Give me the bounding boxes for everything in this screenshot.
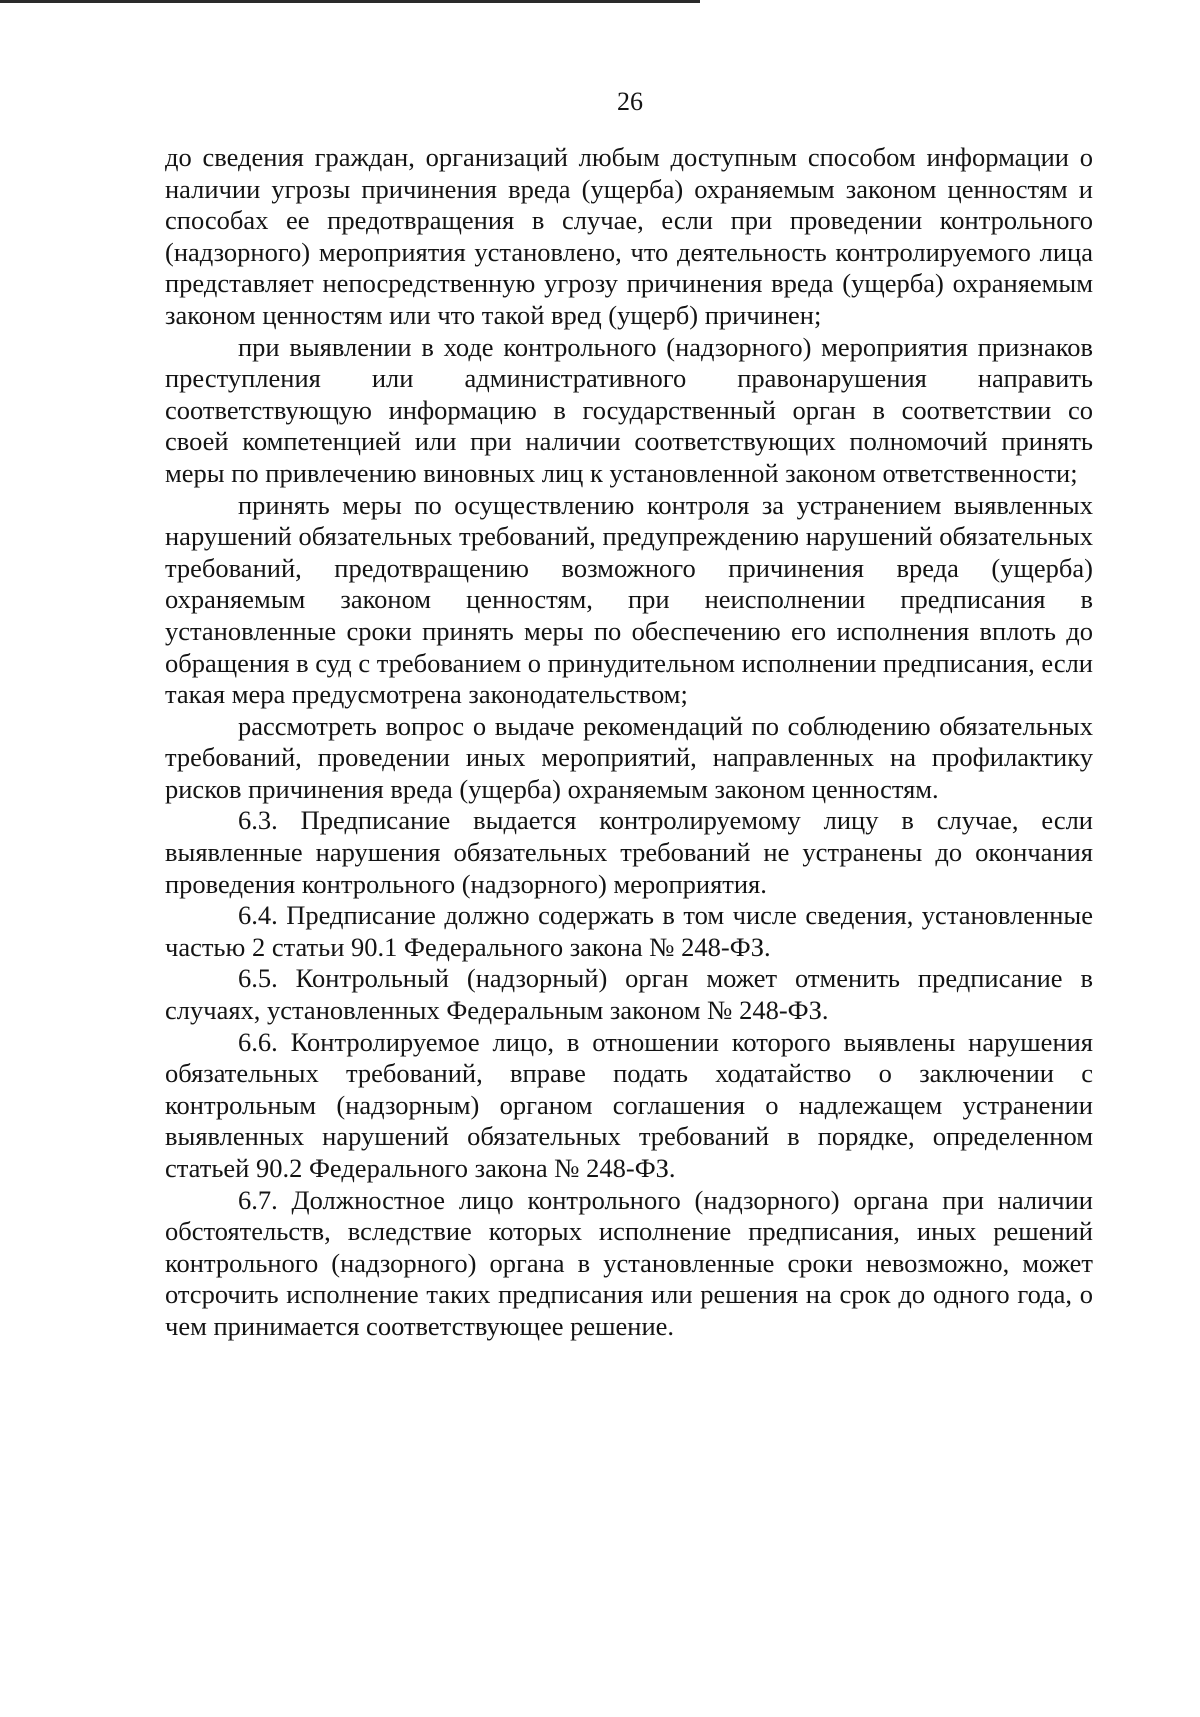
paragraph-6-4: 6.4. Предписание должно содержать в том числе сведения, установленные частью 2 статьи 90.1 Федерального закона № 248-ФЗ.: [165, 900, 1093, 962]
paragraph-recommendations: рассмотреть вопрос о выдаче рекомендаций по соблюдению обязательных требований, проведении иных мероприятий, направленных на профилактику рисков причинения вреда (ущерба) охраняемым законом ценностям.: [165, 710, 1093, 804]
paragraph-control-measures: принять меры по осуществлению контроля за устранением выявленных нарушений обязательных требований, предупреждению нарушений обязательных требований, предотвращению возможного причинения вреда (ущерба) охраняемым законом ценностям, при неисполнении предписания в установленные сроки принять меры по обеспечению его исполнения вплоть до обращения в суд с требованием о принудительном исполнении предписания, если такая мера предусмотрена законодательством;: [165, 489, 1093, 710]
paragraph-continuation: до сведения граждан, организаций любым доступным способом информации о наличии угрозы причинения вреда (ущерба) охраняемым законом ценностям и способах ее предотвращения в случае, если при проведении контрольного (надзорного) мероприятия установлено, что деятельность контролируемого лица представляет непосредственную угрозу причинения вреда (ущерба) охраняемым законом ценностям или что такой вред (ущерб) причинен;: [165, 142, 1093, 330]
scan-top-edge-line: [0, 0, 700, 3]
paragraph-6-7: 6.7. Должностное лицо контрольного (надзорного) органа при наличии обстоятельств, вследствие которых исполнение предписания, иных решений контрольного (надзорного) органа в установленные сроки невозможно, может отсрочить исполнение таких предписания или решения на срок до одного года, о чем принимается соответствующее решение.: [165, 1184, 1093, 1341]
paragraph-crime-signs: при выявлении в ходе контрольного (надзорного) мероприятия признаков преступления или административного правонарушения направить соответствующую информацию в государственный орган в соответствии со своей компетенцией или при наличии соответствующих полномочий принять меры по привлечению виновных лиц к установленной законом ответственности;: [165, 331, 1093, 488]
paragraph-6-5: 6.5. Контрольный (надзорный) орган может отменить предписание в случаях, установленных Федеральным законом № 248-ФЗ.: [165, 963, 1093, 1026]
paragraph-6-3: 6.3. Предписание выдается контролируемому лицу в случае, если выявленные нарушения обязательных требований не устранены до окончания проведения контрольного (надзорного) мероприятия.: [165, 805, 1093, 899]
paragraph-6-6: 6.6. Контролируемое лицо, в отношении которого выявлены нарушения обязательных требований, вправе подать ходатайство о заключении с контрольным (надзорным) органом соглашения о надлежащем устранении выявленных нарушений обязательных требований в порядке, определенном статьей 90.2 Федерального закона № 248-ФЗ.: [165, 1026, 1093, 1183]
document-body: [165, 142, 1093, 1343]
page-number: 26: [617, 87, 643, 116]
